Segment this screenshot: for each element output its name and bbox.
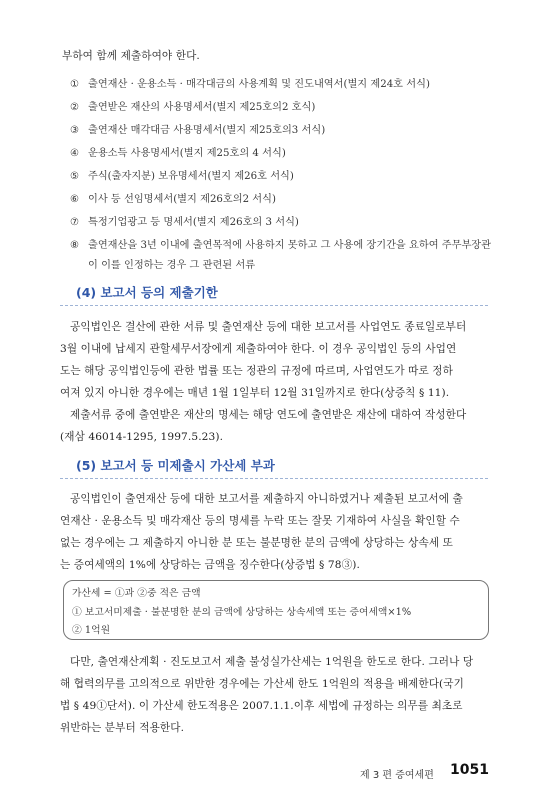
paragraph-line: 법 § 49①단서). 이 가산세 한도적용은 2007.1.1.이후 세법에 규정하는 의무를 최초로 bbox=[60, 700, 463, 712]
paragraph-line: 공익법인이 출연재산 등에 대한 보고서를 제출하지 아니하였거나 제출된 보고서에 출 bbox=[70, 493, 463, 505]
paragraph-line: 다만, 출연재산계획 · 진도보고서 제출 불성실가산세는 1억원을 한도로 한다. 그러나 당 bbox=[70, 656, 474, 668]
paragraph-line: 3월 이내에 납세지 관할세무서장에게 제출하여야 한다. 이 경우 공익법인 등의 사업연 bbox=[60, 343, 457, 355]
list-item: ② 출연받은 재산의 사용명세서(별지 제25호의2 호식) bbox=[70, 102, 316, 113]
page-number: 1051 bbox=[450, 762, 489, 778]
footer-section-label: 제 3 편 증여세편 bbox=[360, 770, 434, 781]
section-divider bbox=[60, 478, 488, 479]
list-item: ⑧ 출연재산을 3년 이내에 출연목적에 사용하지 못하고 그 사용에 장기간을 요하여 주무부장관 bbox=[70, 240, 491, 251]
paragraph-line: 여져 있지 아니한 경우에는 매년 1월 1일부터 12월 31일까지로 한다(상증칙 § 11). bbox=[60, 387, 450, 399]
paragraph-line: 해 협력의무를 고의적으로 위반한 경우에는 가산세 한도 1억원의 적용을 배제한다(국기 bbox=[60, 678, 464, 690]
list-item: ③ 출연재산 매각대금 사용명세서(별지 제25호의3 서식) bbox=[70, 125, 326, 136]
intro-line: 부하여 함께 제출하여야 한다. bbox=[62, 50, 200, 62]
formula-line: ② 1억원 bbox=[72, 625, 111, 636]
paragraph-line: 공익법인은 결산에 관한 서류 및 출연재산 등에 대한 보고서를 사업연도 종료일로부터 bbox=[70, 321, 467, 333]
formula-line: ① 보고서미제출 · 불분명한 분의 금액에 상당하는 상속세액 또는 증여세액×1% bbox=[72, 607, 412, 618]
formula-line: 가산세 = ①과 ②중 적은 금액 bbox=[72, 588, 201, 599]
list-item-continuation: 이 이를 인정하는 경우 그 관련된 서류 bbox=[88, 260, 256, 271]
list-item: ⑤ 주식(출자지분) 보유명세서(별지 제26호 서식) bbox=[70, 171, 294, 182]
list-item: ④ 운용소득 사용명세서(별지 제25호의 4 서식) bbox=[70, 148, 286, 159]
paragraph-line: 위반하는 분부터 적용한다. bbox=[60, 722, 185, 734]
section-heading: (5) 보고서 등 미제출시 가산세 부과 bbox=[76, 458, 275, 473]
list-item: ⑦ 특정기업광고 등 명세서(별지 제26호의 3 서식) bbox=[70, 217, 299, 228]
paragraph-line: (재삼 46014-1295, 1997.5.23). bbox=[60, 431, 224, 443]
list-item: ⑥ 이사 등 선임명세서(별지 제26호의2 서식) bbox=[70, 194, 276, 205]
paragraph-line: 도는 해당 공익법인등에 관한 법률 또는 정관의 규정에 따르며, 사업연도가 따로 정하 bbox=[60, 365, 453, 377]
paragraph-line: 없는 경우에는 그 제출하지 아니한 분 또는 불분명한 분의 금액에 상당하는 상속세 또 bbox=[60, 537, 453, 549]
section-divider bbox=[60, 305, 488, 306]
paragraph-line: 제출서류 중에 출연받은 재산의 명세는 해당 연도에 출연받은 재산에 대하여 작성한다 bbox=[70, 409, 467, 421]
list-item: ① 출연재산 · 운용소득 · 매각대금의 사용계획 및 진도내역서(별지 제24호 서식) bbox=[70, 79, 430, 90]
section-heading: (4) 보고서 등의 제출기한 bbox=[76, 285, 218, 300]
paragraph-line: 는 증여세액의 1%에 상당하는 금액을 징수한다(상증법 § 78③). bbox=[60, 559, 360, 571]
paragraph-line: 연재산 · 운용소득 및 매각재산 등의 명세를 누락 또는 잘못 기재하여 사실을 확인할 수 bbox=[60, 515, 460, 527]
